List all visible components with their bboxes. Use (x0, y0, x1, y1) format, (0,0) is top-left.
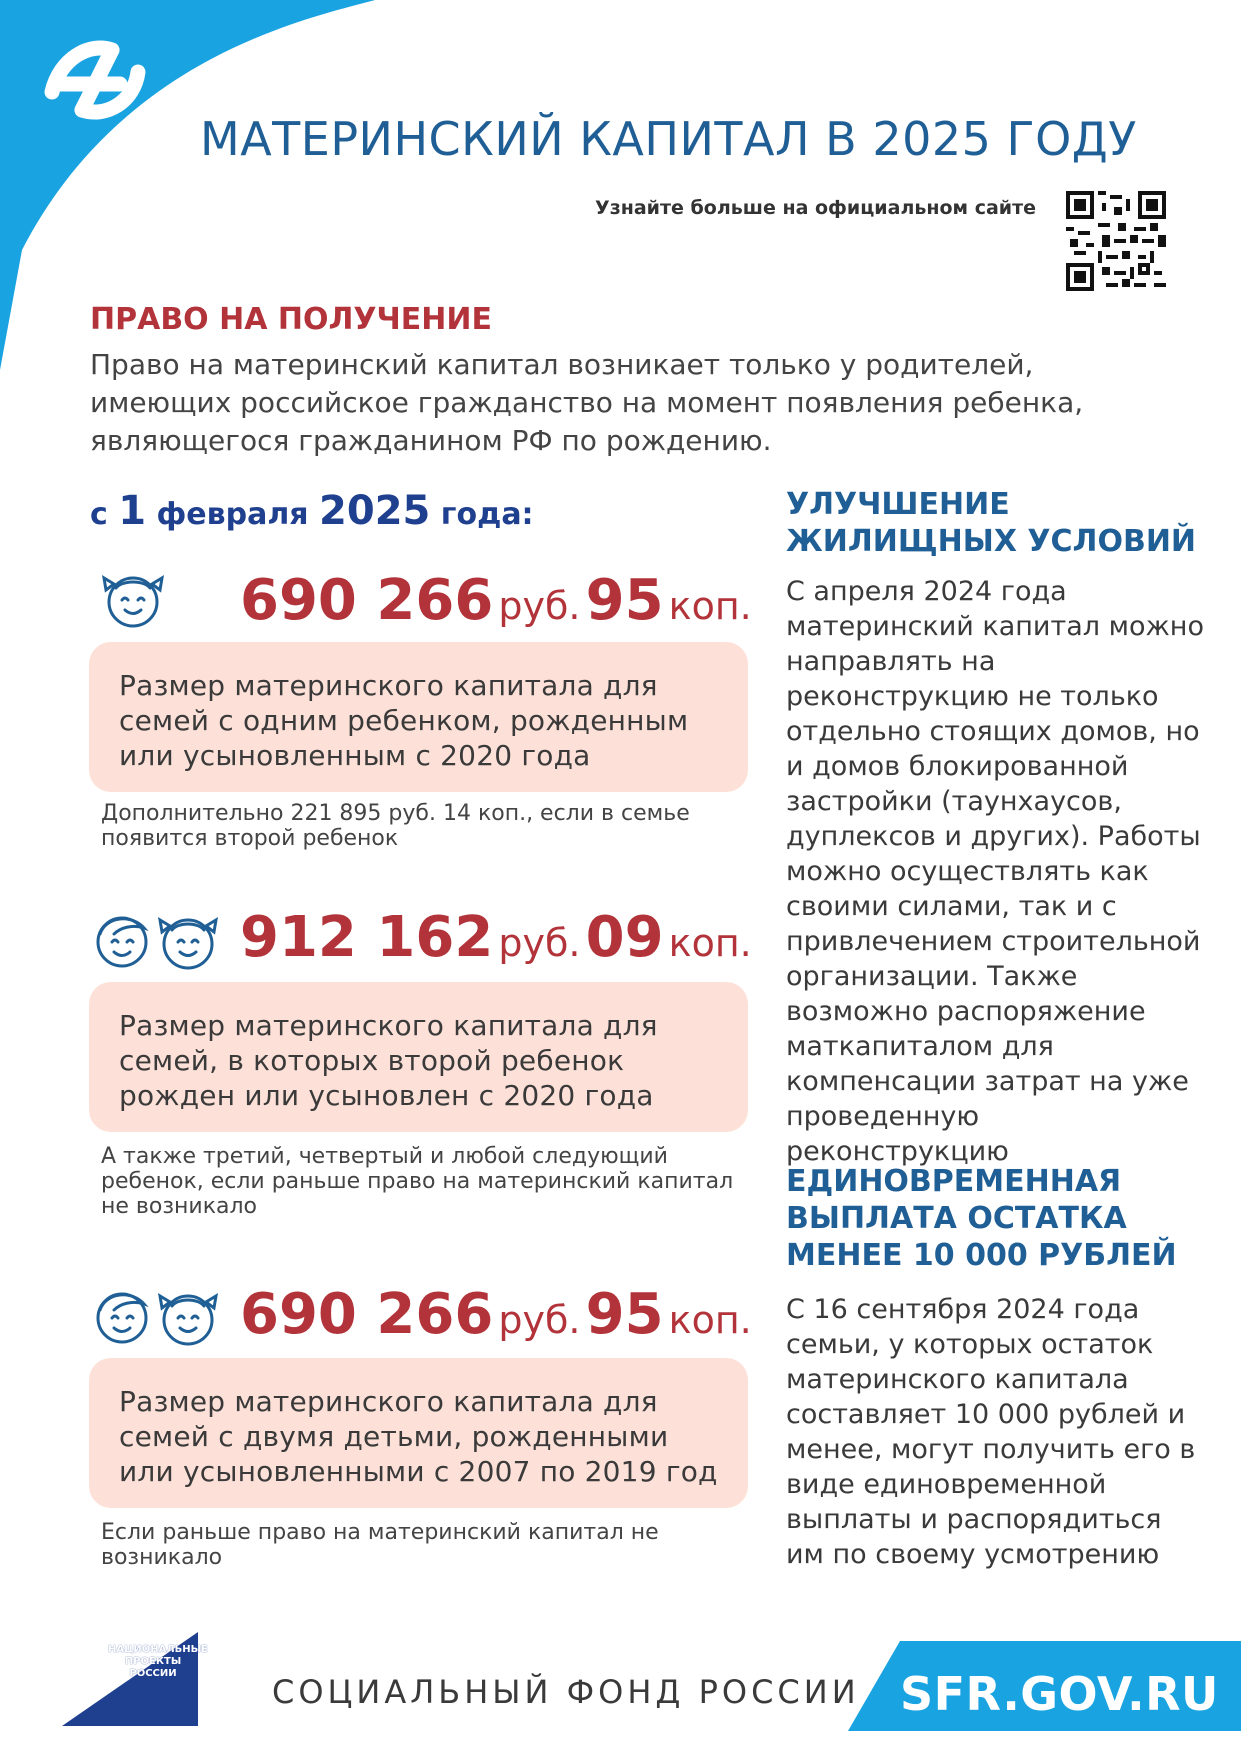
item-note-3: Если раньше право на материнский капитал не возникало (101, 1520, 659, 1570)
amount-kop-unit: коп. (668, 921, 752, 965)
effective-date (90, 488, 534, 534)
date-year: 2025 (319, 488, 431, 534)
rights-text: Право на материнский капитал возникает только у родителей, имеющих российское гражданство на момент появления ребенка, являющегося гражданином РФ по рождению. (90, 348, 1084, 457)
lump-sum-heading: ЕДИНОВРЕМЕННАЯ ВЫПЛАТА ОСТАТКА МЕНЕЕ 10 000 РУБЛЕЙ (786, 1164, 1177, 1273)
amount-rub-unit: руб. (498, 921, 581, 965)
one-child-icon (96, 560, 170, 634)
fund-name: СОЦИАЛЬНЫЙ ФОНД РОССИИ (272, 1673, 860, 1711)
item-note-1: Дополнительно 221 895 руб. 14 коп., если в семье появится второй ребенок (101, 801, 690, 851)
page-title: МАТЕРИНСКИЙ КАПИТАЛ В 2025 ГОДУ (200, 112, 1137, 166)
amount-2 (240, 905, 752, 970)
date-suffix: года: (430, 497, 534, 532)
site-link[interactable]: SFR.GOV.RU (900, 1667, 1219, 1721)
amount-rub: 690 266 (240, 568, 494, 633)
amount-kop: 95 (585, 568, 664, 633)
amount-rub: 690 266 (240, 1282, 494, 1347)
rights-heading: ПРАВО НА ПОЛУЧЕНИЕ (90, 302, 492, 337)
two-children-icon (92, 902, 222, 976)
date-day: 1 (118, 488, 147, 534)
national-projects-label: НАЦИОНАЛЬНЫЕ ПРОЕКТЫ РОССИИ (108, 1644, 208, 1679)
amount-1 (240, 568, 752, 633)
amount-3 (240, 1282, 752, 1347)
housing-text: С апреля 2024 года материнский капитал можно направлять на реконструкцию не только отдельно стоящих домов, но и домов блокированной застройки (таунхаусов, дуплексов и других). Работы можно осуществлять как своими силами, так и с привлечением строительной организации. Также возможно распоряжение маткапиталом для компенсации затрат на уже проведенную реконструкцию (786, 576, 1204, 1167)
site-note: Узнайте больше на официальном сайте (595, 197, 1036, 219)
description-card-3: Размер материнского капитала для семей с двумя детьми, рожденными или усыновленными с 2007 по 2019 год (89, 1358, 748, 1508)
two-children-icon (92, 1278, 222, 1352)
housing-heading: УЛУЧШЕНИЕ ЖИЛИЩНЫХ УСЛОВИЙ (786, 487, 1197, 559)
description-card-1: Размер материнского капитала для семей с одним ребенком, рожденным или усыновленным с 2020 года (89, 642, 748, 792)
qr-code-icon[interactable] (1066, 191, 1166, 291)
amount-kop-unit: коп. (668, 1298, 752, 1342)
description-card-2: Размер материнского капитала для семей, в которых второй ребенок рожден или усыновлен с 2020 года (89, 982, 748, 1132)
date-month: февраля (146, 497, 320, 532)
amount-rub: 912 162 (240, 905, 494, 970)
lump-sum-text: С 16 сентября 2024 года семьи, у которых остаток материнского капитала составляет 10 000 рублей и менее, могут получить его в виде единовременной выплаты и распорядиться им по своему усмотрению (786, 1294, 1196, 1570)
amount-kop: 95 (585, 1282, 664, 1347)
amount-kop: 09 (585, 905, 664, 970)
amount-rub-unit: руб. (498, 1298, 581, 1342)
item-note-2: А также третий, четвертый и любой следующий ребенок, если раньше право на материнский капитал не возникало (101, 1144, 734, 1219)
amount-kop-unit: коп. (668, 584, 752, 628)
date-prefix: с (90, 497, 119, 532)
amount-rub-unit: руб. (498, 584, 581, 628)
